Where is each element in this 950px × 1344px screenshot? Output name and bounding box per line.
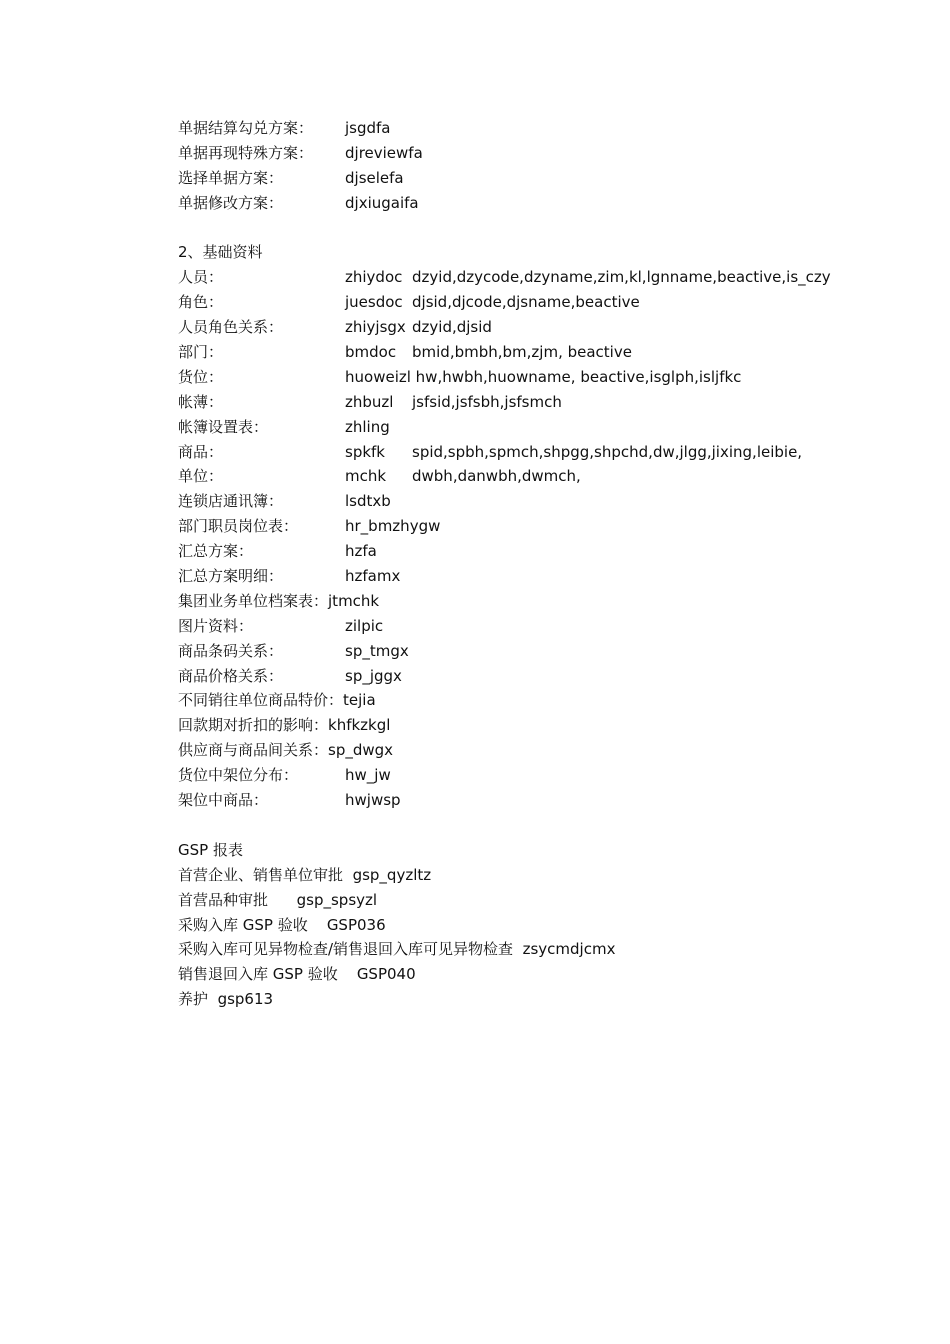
table-row <box>178 365 878 390</box>
table-row <box>178 713 878 738</box>
row-code: tejia <box>343 691 376 710</box>
row-code: djxiugaifa <box>345 193 419 212</box>
table-row <box>178 539 878 564</box>
row-label: 汇总方案明细： <box>178 567 284 586</box>
row-label: 选择单据方案： <box>178 168 284 187</box>
table-row <box>178 390 878 415</box>
row-code: zilpic <box>345 616 384 635</box>
item-text: 采购入库 GSP 验收 <box>178 915 308 934</box>
row-label: 集团业务单位档案表： <box>178 591 329 610</box>
row-fields: dzyid,djsid <box>412 318 492 337</box>
row-label: 商品： <box>178 442 224 461</box>
row-label: 商品条码关系： <box>178 641 284 660</box>
table-row <box>178 738 878 763</box>
row-fields: dwbh,danwbh,dwmch, <box>412 467 581 486</box>
row-code: sp_tmgx <box>345 641 409 660</box>
row-label: 商品价格关系： <box>178 666 284 685</box>
table-row <box>178 290 878 315</box>
table-row <box>178 265 878 290</box>
row-label: 单据结算勾兑方案： <box>178 119 314 137</box>
row-code: bmdoc <box>345 343 397 362</box>
list-item <box>178 863 878 888</box>
item-code: GSP040 <box>356 965 416 984</box>
list-item <box>178 888 878 913</box>
row-label: 图片资料： <box>178 616 254 635</box>
spacer <box>178 216 878 241</box>
row-code: juesdoc <box>345 293 403 312</box>
row-fields: bmid,bmbh,bm,zjm, beactive <box>412 343 632 362</box>
table-row <box>178 688 878 713</box>
table-row <box>178 440 878 465</box>
row-label: 连锁店通讯簿： <box>178 492 284 511</box>
row-fields: dzyid,dzycode,dzyname,zim,kl,lgnname,beactive,is_czy <box>412 268 831 287</box>
list-item <box>178 987 878 1012</box>
row-code: mchk <box>345 467 387 486</box>
spacer <box>178 813 878 838</box>
row-label: 单位： <box>178 467 224 486</box>
item-code: gsp_qyzltz <box>352 865 432 884</box>
section-heading: GSP 报表 <box>178 840 243 859</box>
row-label: 架位中商品： <box>178 791 269 810</box>
item-text: 采购入库可见异物检查/销售退回入库可见异物检查 <box>178 940 514 959</box>
table-row <box>178 415 878 440</box>
row-code: khfkzkgl <box>328 716 391 735</box>
row-label: 汇总方案： <box>178 542 254 561</box>
row-fields: djsid,djcode,djsname,beactive <box>412 293 640 312</box>
table-row <box>178 564 878 589</box>
row-code: hr_bmzhygw <box>345 517 441 536</box>
row-label: 角色： <box>178 293 224 312</box>
row-label: 人员角色关系： <box>178 318 284 337</box>
section-heading-basic-data <box>178 240 878 265</box>
row-label: 部门职员岗位表： <box>178 517 299 536</box>
row-label: 帐薄： <box>178 392 224 411</box>
row-code: zhiyjsgx <box>345 318 406 337</box>
row-code: sp_dwgx <box>328 741 394 760</box>
row-code: jsgdfa <box>345 119 391 137</box>
table-row <box>178 514 878 539</box>
list-item <box>178 937 878 962</box>
row-label: 供应商与商品间关系： <box>178 741 329 760</box>
item-code: GSP036 <box>326 915 386 934</box>
table-row <box>178 589 878 614</box>
scheme-row <box>178 141 878 166</box>
row-code: djreviewfa <box>345 143 423 162</box>
row-fields: spid,spbh,spmch,shpgg,shpchd,dw,jlgg,jixing,leibie, <box>412 442 803 461</box>
row-code: lsdtxb <box>345 492 391 511</box>
row-code: jtmchk <box>328 591 380 610</box>
row-code: zhling <box>345 417 390 436</box>
row-code: zhiydoc <box>345 268 403 287</box>
row-code: sp_jggx <box>345 666 402 685</box>
row-code: hw_jw <box>345 766 391 785</box>
item-code: gsp_spsyzl <box>296 890 378 909</box>
row-label: 货位： <box>178 367 224 386</box>
table-row <box>178 639 878 664</box>
list-item <box>178 913 878 938</box>
table-row <box>178 489 878 514</box>
row-label: 回款期对折扣的影响： <box>178 716 329 735</box>
item-text: 销售退回入库 GSP 验收 <box>178 965 338 984</box>
table-row <box>178 614 878 639</box>
item-text: 首营企业、销售单位审批 <box>178 865 344 884</box>
section-heading: 2、基础资料 <box>178 243 263 262</box>
scheme-row <box>178 116 878 141</box>
list-item <box>178 962 878 987</box>
row-code: spkfk <box>345 442 385 461</box>
row-code: hwjwsp <box>345 791 401 810</box>
row-code: hzfa <box>345 542 377 561</box>
row-label: 人员： <box>178 268 224 287</box>
table-row <box>178 788 878 813</box>
section-heading-gsp <box>178 838 878 863</box>
table-row <box>178 763 878 788</box>
row-fields: jsfsid,jsfsbh,jsfsmch <box>412 392 562 411</box>
row-label: 单据再现特殊方案： <box>178 143 314 162</box>
row-label: 货位中架位分布： <box>178 766 299 785</box>
item-code: gsp613 <box>217 990 274 1009</box>
table-row <box>178 664 878 689</box>
row-label: 帐簿设置表： <box>178 417 269 436</box>
item-code: zsycmdjcmx <box>522 940 616 959</box>
scheme-row <box>178 166 878 191</box>
table-row <box>178 340 878 365</box>
row-code: djselefa <box>345 168 404 187</box>
item-text: 养护 <box>178 990 209 1009</box>
scheme-row <box>178 191 878 216</box>
row-code: zhbuzl <box>345 392 394 411</box>
item-text: 首营品种审批 <box>178 890 269 909</box>
row-code: huoweizl hw,hwbh,huowname, beactive,isglph,isljfkc <box>345 367 742 386</box>
row-label: 单据修改方案： <box>178 193 284 212</box>
table-row <box>178 464 878 489</box>
row-code: hzfamx <box>345 567 401 586</box>
document-content <box>178 116 878 1012</box>
row-label: 不同销往单位商品特价： <box>178 691 344 710</box>
table-row <box>178 315 878 340</box>
row-label: 部门： <box>178 343 224 362</box>
